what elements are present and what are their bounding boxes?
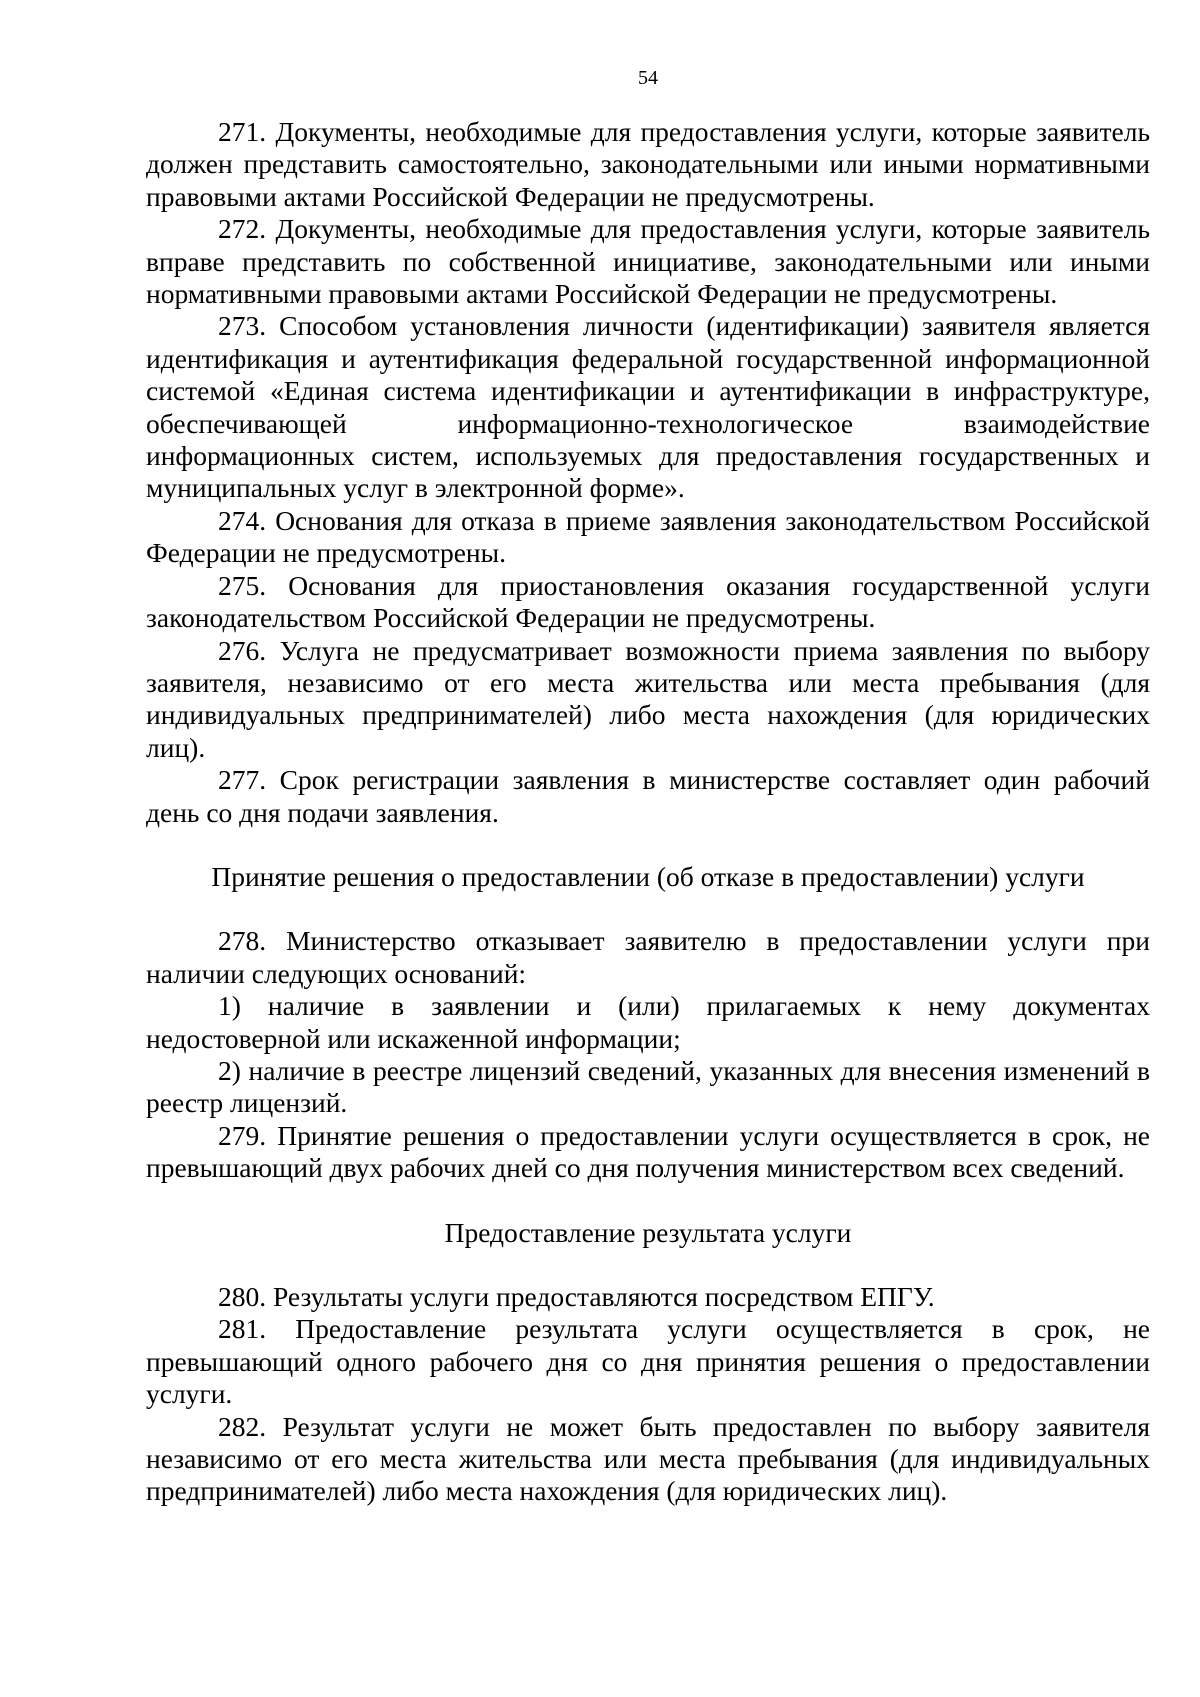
- paragraph-282: 282. Результат услуги не может быть предоставлен по выбору заявителя независимо от его места жительства или места пребывания (для индивидуальных предпринимателей) либо места нахождения (для юридических лиц).: [146, 1410, 1150, 1507]
- paragraph-278: 278. Министерство отказывает заявителю в предоставлении услуги при наличии следующих оснований:: [146, 925, 1150, 989]
- paragraph-271: 271. Документы, необходимые для предоставления услуги, которые заявитель должен представить самостоятельно, законодательными или иными нормативными правовыми актами Российской Федерации не предусмотрены.: [146, 116, 1150, 212]
- paragraph-272: 272. Документы, необходимые для предоставления услуги, которые заявитель вправе представить по собственной инициативе, законодательными или иными нормативными правовыми актами Российской Федерации не предусмотрены.: [146, 213, 1150, 310]
- document-body: [146, 116, 1150, 1508]
- paragraph-280: 280. Результаты услуги предоставляются посредством ЕПГУ.: [218, 1281, 935, 1312]
- paragraph-281: 281. Предоставление результата услуги осуществляется в срок, не превышающий одного рабочего дня со дня принятия решения о предоставлении услуги.: [146, 1313, 1150, 1410]
- paragraph-277: 277. Срок регистрации заявления в министерстве составляет один рабочий день со дня подачи заявления.: [146, 764, 1150, 828]
- paragraph-275: 275. Основания для приостановления оказания государственной услуги законодательством Российской Федерации не предусмотрены.: [146, 569, 1150, 634]
- paragraph-279: 279. Принятие решения о предоставлении услуги осуществляется в срок, не превышающий двух рабочих дней со дня получения министерством всех сведений.: [146, 1119, 1150, 1184]
- paragraph-276: 276. Услуга не предусматривает возможности приема заявления по выбору заявителя, независимо от его места жительства или места пребывания (для индивидуальных предпринимателей) либо места нахождения (для юридических лиц).: [146, 634, 1150, 763]
- paragraph-278-item-2: 2) наличие в реестре лицензий сведений, указанных для внесения изменений в реестр лицензий.: [146, 1054, 1150, 1119]
- paragraph-278-item-1: 1) наличие в заявлении и (или) прилагаемых к нему документах недостоверной или искаженной информации;: [146, 990, 1150, 1054]
- section-heading-result: Предоставление результата услуги: [444, 1216, 852, 1248]
- page-number: 54: [638, 67, 658, 89]
- paragraph-273: 273. Способом установления личности (идентификации) заявителя является идентификация и аутентификация федеральной государственной информационной системой «Единая система идентификации и аутентификации в инфраструктуре, обеспечивающей информационно-технологическое взаимодействие информационных систем, используемых для предоставления государственных и муниципальных услуг в электронной форме».: [146, 310, 1150, 504]
- section-heading-decision: Принятие решения о предоставлении (об отказе в предоставлении) услуги: [211, 860, 1085, 892]
- paragraph-274: 274. Основания для отказа в приеме заявления законодательством Российской Федерации не предусмотрены.: [146, 504, 1150, 569]
